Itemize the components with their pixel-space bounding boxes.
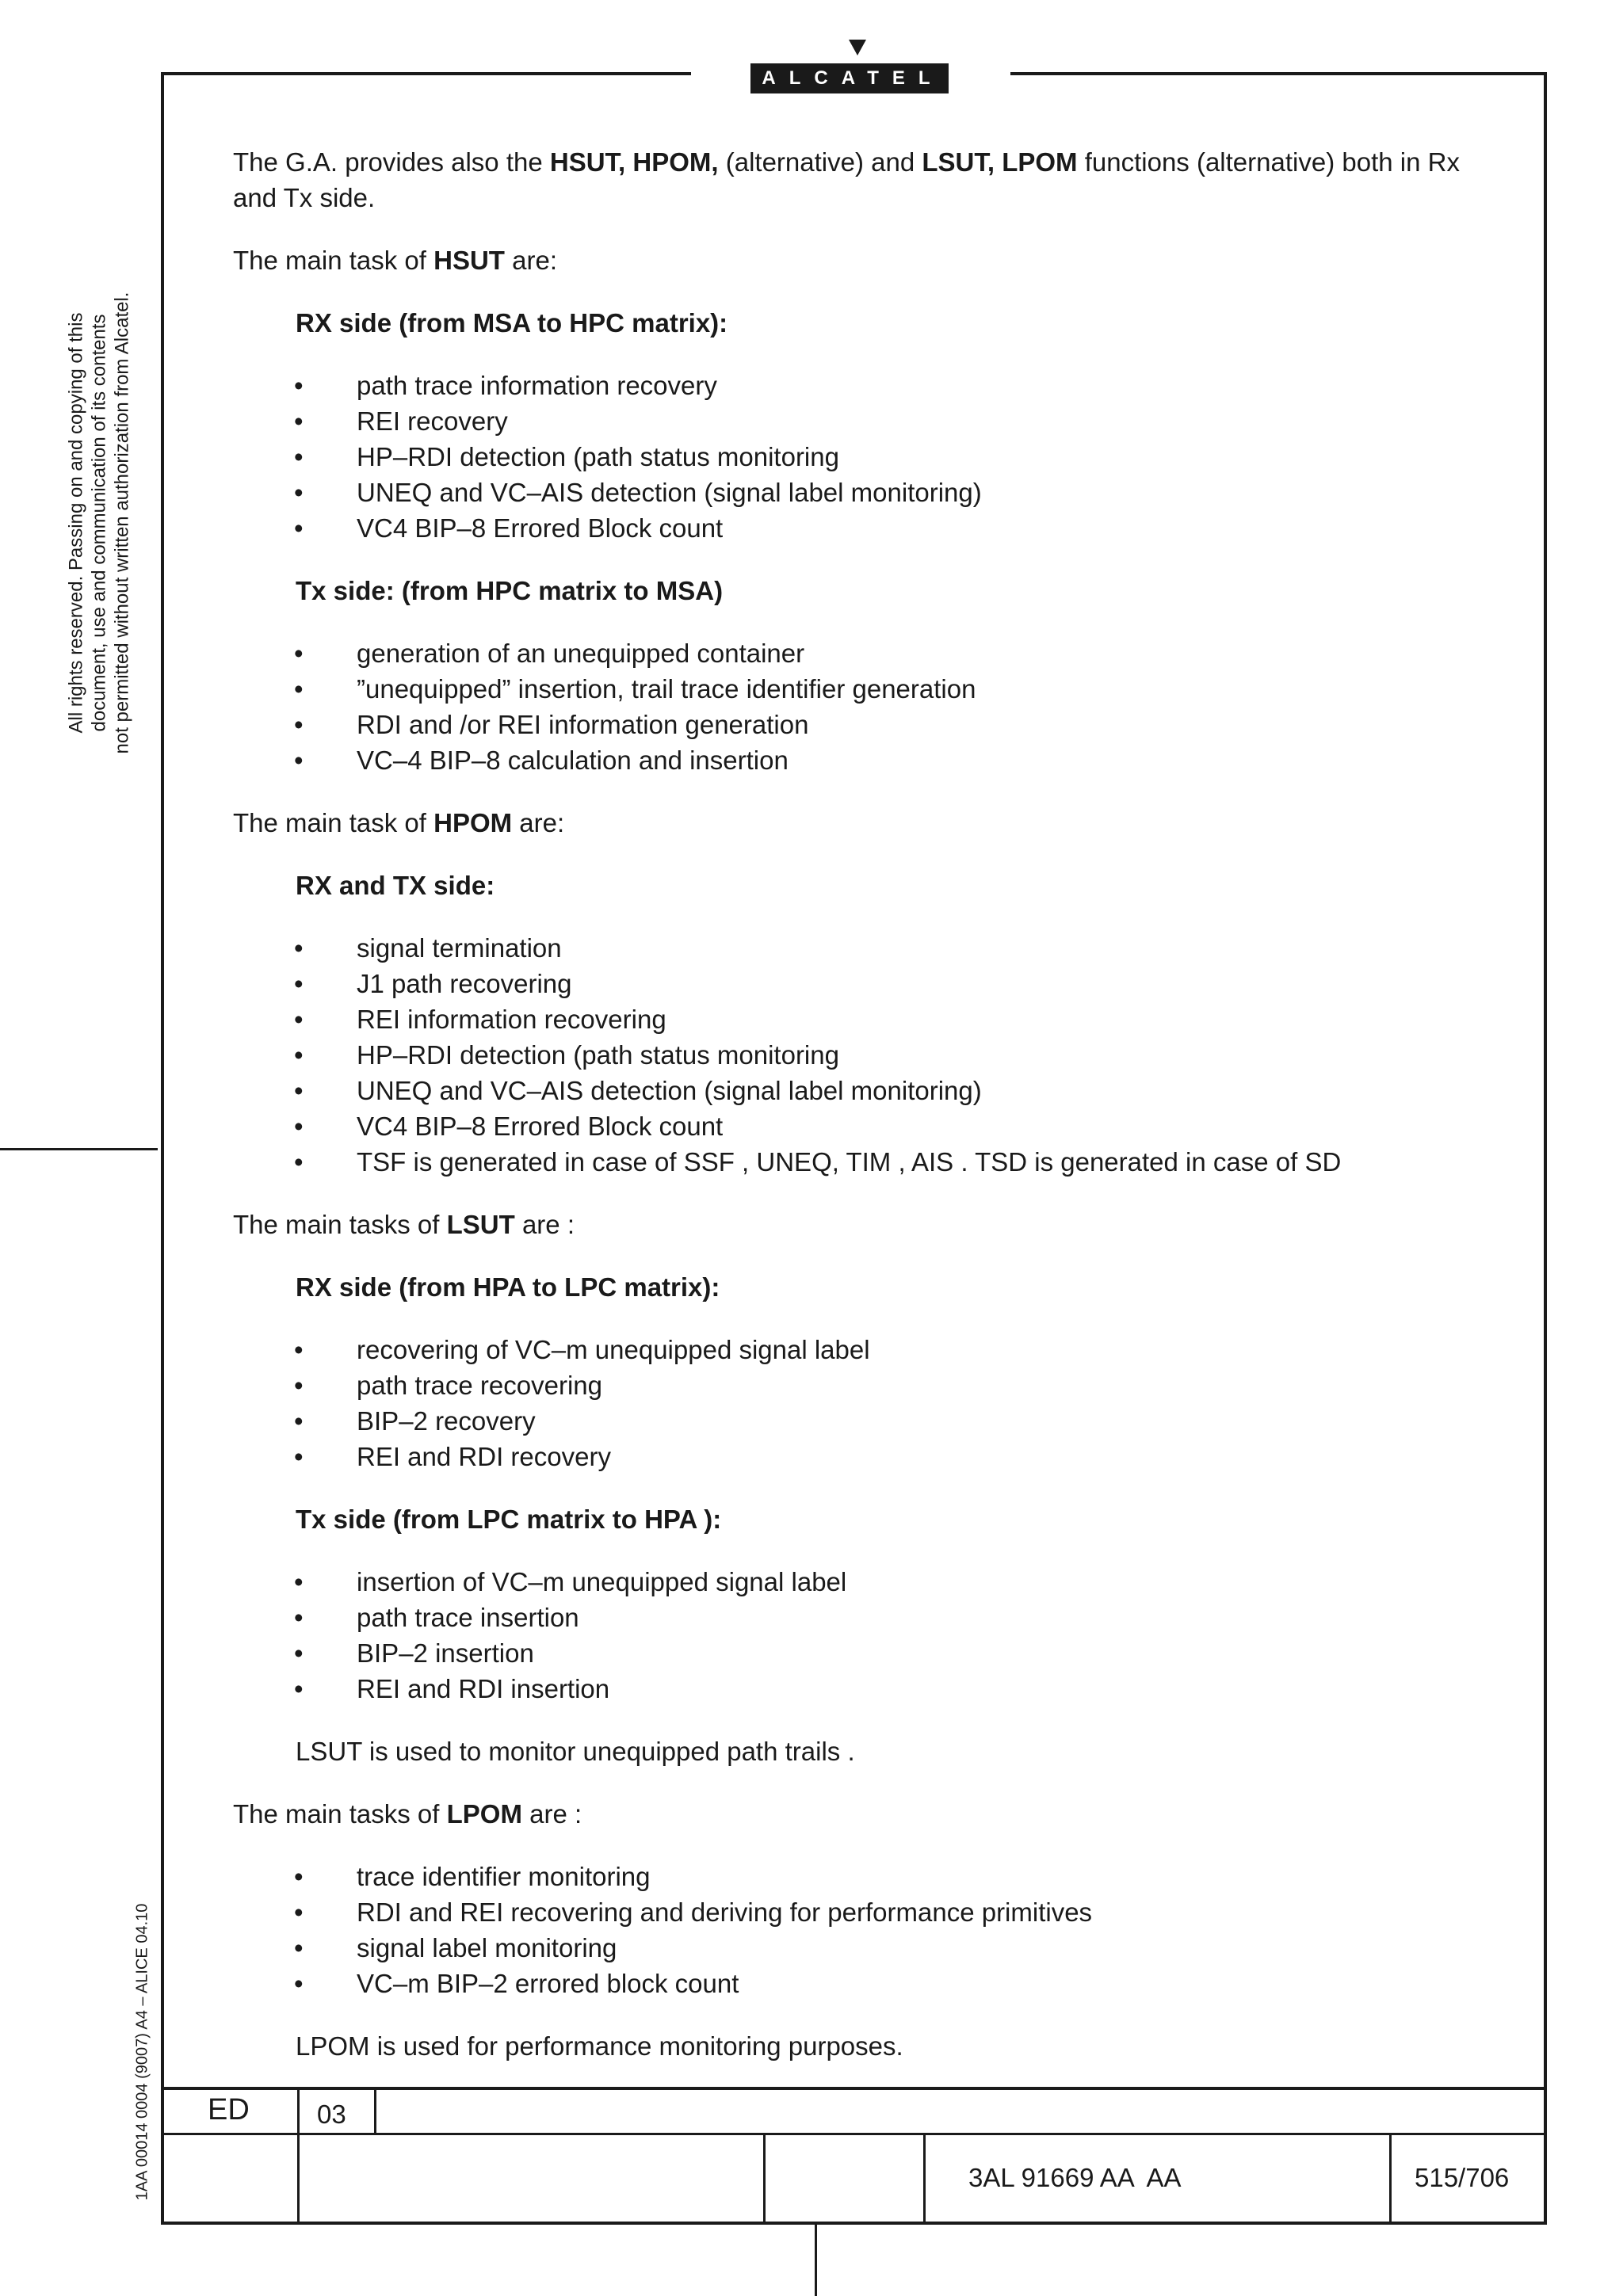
copyright-line: document, use and communication of its contents: [88, 314, 110, 732]
list-item: • UNEQ and VC–AIS detection (signal label monitoring): [233, 1073, 1501, 1108]
intro-text: functions (alternative) both in Rx and Tx side.: [233, 147, 1460, 212]
heading-text: are:: [512, 808, 565, 837]
lpom-note: LPOM is used for performance monitoring purposes.: [296, 2031, 903, 2061]
footer-divider: [1389, 2133, 1392, 2225]
hpom-list: [233, 930, 1501, 1180]
intro-text: (alternative) and: [718, 147, 922, 177]
hsut-tx-title: Tx side: (from HPC matrix to MSA): [296, 576, 724, 605]
list-item: • BIP–2 recovery: [233, 1403, 1501, 1439]
list-item: • VC–4 BIP–8 calculation and insertion: [233, 742, 1501, 778]
heading-text: are :: [521, 1799, 582, 1829]
footer-divider: [297, 2087, 300, 2225]
list-item: • VC4 BIP–8 Errored Block count: [233, 510, 1501, 546]
list-item: • trace identifier monitoring: [233, 1859, 1501, 1894]
document-reference: 3AL 91669 AA AA: [968, 2163, 1182, 2192]
form-identifier: 1AA 00014 0004 (9007) A4 – ALICE 04.10: [133, 1903, 151, 2201]
list-item: • TSF is generated in case of SSF , UNEQ, TIM , AIS . TSD is generated in case of SD: [233, 1144, 1501, 1180]
alcatel-logo: [750, 40, 949, 95]
copyright-line: All rights reserved. Passing on and copying of this: [65, 312, 87, 734]
lsut-tx-title: Tx side (from LPC matrix to HPA ):: [296, 1505, 722, 1534]
heading-text: are :: [514, 1210, 575, 1239]
fold-mark: [0, 1148, 158, 1150]
list-item: • REI information recovering: [233, 1001, 1501, 1037]
list-item: • generation of an unequipped container: [233, 635, 1501, 671]
frame-bottom-line: [161, 2222, 1547, 2225]
lsut-rx-title: RX side (from HPA to LPC matrix):: [296, 1272, 720, 1302]
frame-top-left-line: [161, 72, 691, 75]
hsut-heading: [233, 242, 1501, 278]
frame-top-right-line: [1010, 72, 1547, 75]
heading-bold: LPOM: [446, 1799, 522, 1829]
footer-middle-line: [161, 2133, 1547, 2135]
intro-paragraph: [233, 144, 1501, 215]
lsut-heading: [233, 1207, 1501, 1242]
heading-text: The main tasks of: [233, 1799, 447, 1829]
list-item: • signal termination: [233, 930, 1501, 966]
lsut-note: LSUT is used to monitor unequipped path trails .: [296, 1737, 855, 1766]
list-item: • signal label monitoring: [233, 1930, 1501, 1966]
intro-bold: HSUT, HPOM,: [549, 147, 719, 177]
list-item: • HP–RDI detection (path status monitoring: [233, 439, 1501, 475]
lsut-tx-list: [233, 1564, 1501, 1707]
list-item: • REI and RDI insertion: [233, 1671, 1501, 1707]
heading-bold: LSUT: [446, 1210, 515, 1239]
logo-triangle-icon: [849, 40, 866, 55]
hpom-side-title: RX and TX side:: [296, 871, 495, 900]
list-item: • BIP–2 insertion: [233, 1635, 1501, 1671]
list-item: • path trace information recovery: [233, 368, 1501, 403]
intro-text: The G.A. provides also the: [233, 147, 550, 177]
heading-text: are:: [504, 246, 557, 275]
list-item: • recovering of VC–m unequipped signal label: [233, 1332, 1501, 1367]
hpom-heading: [233, 805, 1501, 841]
hsut-tx-list: [233, 635, 1501, 778]
list-item: • path trace recovering: [233, 1367, 1501, 1403]
heading-bold: HSUT: [433, 246, 505, 275]
lpom-heading: [233, 1796, 1501, 1832]
document-body: [233, 144, 1501, 2091]
list-item: • J1 path recovering: [233, 966, 1501, 1001]
list-item: • ”unequipped” insertion, trail trace identifier generation: [233, 671, 1501, 707]
edition-label: ED: [208, 2093, 250, 2126]
footer-divider: [923, 2133, 926, 2225]
logo-text: ALCATEL: [750, 63, 949, 93]
list-item: • REI recovery: [233, 403, 1501, 439]
list-item: • REI and RDI recovery: [233, 1439, 1501, 1474]
list-item: • RDI and /or REI information generation: [233, 707, 1501, 742]
footer-top-line: [161, 2087, 1547, 2090]
frame-left-line: [161, 72, 164, 2225]
page-number: 515/706: [1415, 2163, 1510, 2192]
footer-divider: [374, 2087, 376, 2134]
copyright-line: not permitted without written authorization from Alcatel.: [111, 292, 133, 754]
hsut-rx-list: [233, 368, 1501, 546]
list-item: • insertion of VC–m unequipped signal label: [233, 1564, 1501, 1600]
heading-text: The main task of: [233, 808, 434, 837]
list-item: • VC–m BIP–2 errored block count: [233, 1966, 1501, 2001]
edition-number: 03: [317, 2100, 346, 2129]
list-item: • HP–RDI detection (path status monitoring: [233, 1037, 1501, 1073]
list-item: • UNEQ and VC–AIS detection (signal label monitoring): [233, 475, 1501, 510]
heading-bold: HPOM: [433, 808, 513, 837]
copyright-notice: [65, 222, 134, 824]
center-mark: [815, 2225, 817, 2296]
frame-right-line: [1544, 72, 1547, 2225]
list-item: • path trace insertion: [233, 1600, 1501, 1635]
intro-bold: LSUT, LPOM: [922, 147, 1078, 177]
hsut-rx-title: RX side (from MSA to HPC matrix):: [296, 308, 728, 338]
heading-text: The main task of: [233, 246, 434, 275]
heading-text: The main tasks of: [233, 1210, 447, 1239]
lpom-list: [233, 1859, 1501, 2001]
footer-divider: [763, 2133, 766, 2225]
list-item: • RDI and REI recovering and deriving for performance primitives: [233, 1894, 1501, 1930]
lsut-rx-list: [233, 1332, 1501, 1474]
list-item: • VC4 BIP–8 Errored Block count: [233, 1108, 1501, 1144]
